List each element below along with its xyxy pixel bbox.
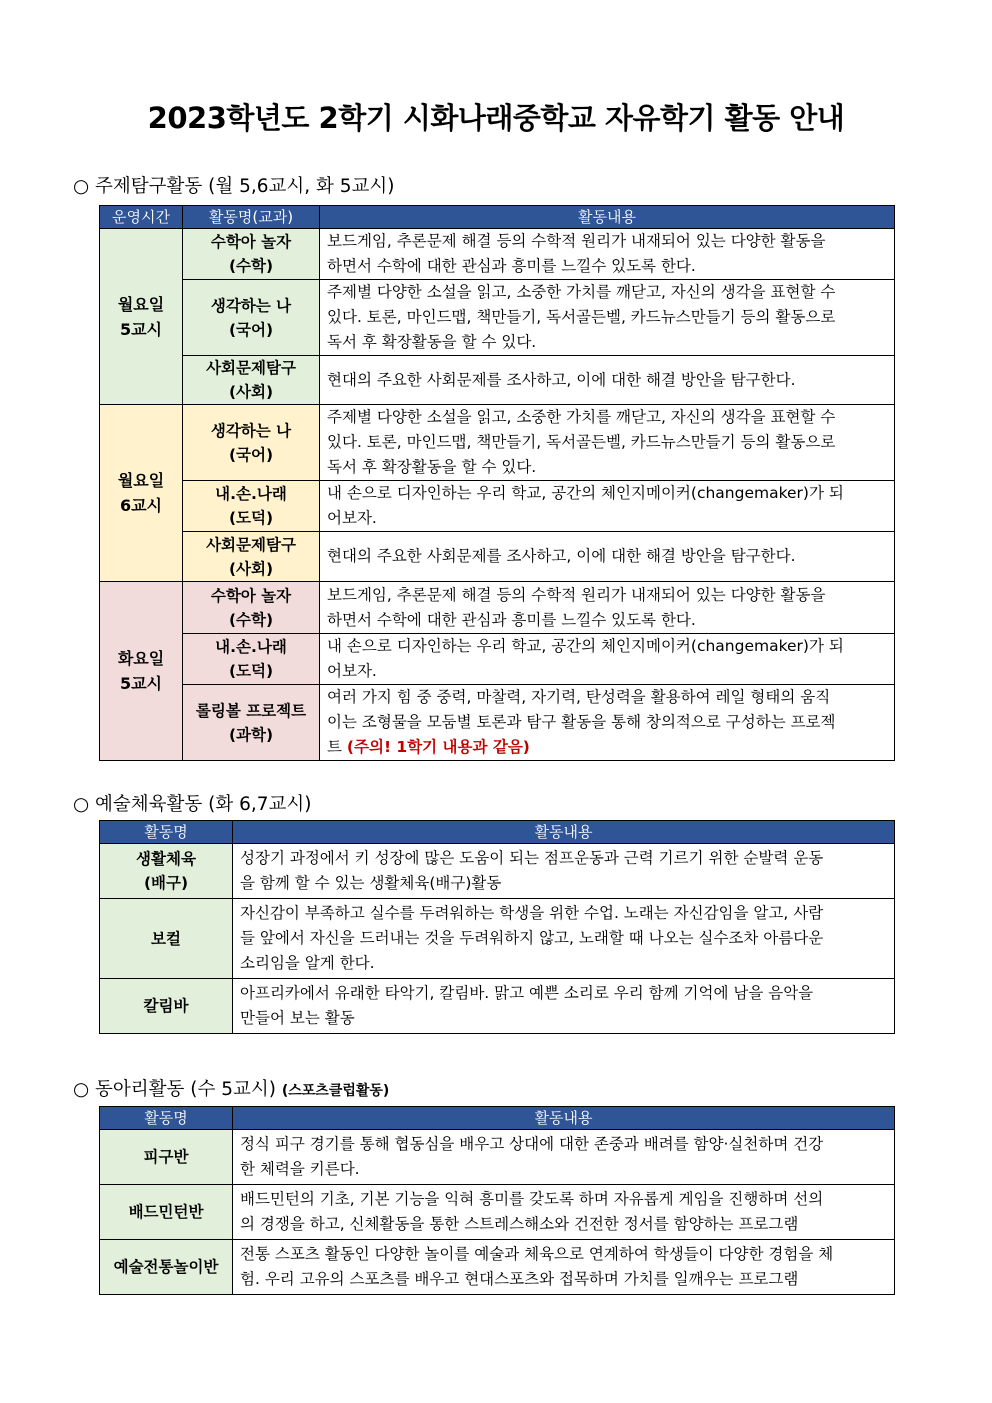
activity-desc-line: 의 경쟁을 하고, 신체활동을 통한 스트레스해소와 건전한 정서를 함양하는 프로그램 — [240, 1215, 799, 1233]
activity-desc-line: 독서 후 확장활동을 할 수 있다. — [327, 333, 537, 351]
table-row — [100, 280, 895, 356]
activity-desc-line: 보드게임, 추론문제 해결 등의 수학적 원리가 내재되어 있는 다양한 활동을 — [327, 585, 826, 604]
table-row — [100, 1130, 895, 1185]
activity-name-line: (사회) — [228, 383, 274, 401]
arts-activity-table — [99, 820, 895, 1034]
table-row — [100, 1185, 895, 1240]
activity-name-line: 사회문제탐구 — [206, 535, 296, 554]
column-header: 활동명 — [100, 1107, 233, 1130]
activity-desc-line: 을 함께 할 수 있는 생활체육(배구)활동 — [240, 874, 502, 892]
activity-name-cell — [183, 229, 320, 280]
schedule-time-cell — [100, 405, 183, 582]
activity-desc-line: 현대의 주요한 사회문제를 조사하고, 이에 대한 해결 방안을 탐구한다. — [327, 547, 796, 565]
activity-desc-cell — [233, 844, 895, 899]
table-row — [100, 532, 895, 582]
club-heading-sub: (스포츠클럽활동) — [281, 1083, 390, 1099]
activity-name-line: 내.손.나래 — [215, 638, 287, 656]
activity-desc-line: 전통 스포츠 활동인 다양한 놀이를 예술과 체육으로 연계하여 학생들이 다양한 경험을 체 — [240, 1245, 834, 1263]
activity-desc-cell — [320, 229, 895, 280]
table-row — [100, 356, 895, 405]
activity-name-line: (도덕) — [228, 509, 274, 527]
activity-desc-line: 만들어 보는 활동 — [240, 1009, 355, 1027]
activity-desc-line: 주제별 다양한 소설을 읽고, 소중한 가치를 깨닫고, 자신의 생각을 표현할 수 — [327, 283, 836, 301]
schedule-time-line: 월요일 — [117, 471, 165, 490]
activity-name-cell — [183, 356, 320, 405]
activity-name-line: 내.손.나래 — [215, 485, 287, 503]
activity-desc-line: 내 손으로 디자인하는 우리 학교, 공간의 체인지메이커(changemaker)가 되 — [327, 637, 844, 655]
activity-desc-line: 배드민턴의 기초, 기본 기능을 익혀 흥미를 갖도록 하며 자유롭게 게임을 진행하며 선의 — [240, 1190, 824, 1208]
table-row — [100, 979, 895, 1034]
activity-desc-cell — [320, 532, 895, 582]
section-heading-topic: ○ 주제탐구활동 (월 5,6교시, 화 5교시) — [73, 176, 395, 197]
activity-desc-line: 아프리카에서 유래한 타악기, 칼림바. 맑고 예쁜 소리로 우리 함께 기억에 남을 음악을 — [240, 984, 814, 1002]
topic-activity-table — [99, 205, 895, 761]
activity-name-line: 배드민턴반 — [128, 1203, 204, 1221]
activity-desc-cell — [233, 1130, 895, 1185]
activity-desc-cell — [320, 405, 895, 481]
activity-desc-line: 험. 우리 고유의 스포츠를 배우고 현대스포츠와 접목하며 가치를 일깨우는 프로그램 — [240, 1270, 799, 1288]
table-row — [100, 229, 895, 280]
schedule-time-line: 월요일 — [117, 294, 165, 314]
section-heading-arts: ○ 예술체육활동 (화 6,7교시) — [73, 794, 312, 815]
activity-name-line: (국어) — [228, 445, 274, 464]
activity-name-cell — [100, 1240, 233, 1295]
activity-name-line: (수학) — [228, 257, 274, 275]
activity-name-cell — [100, 899, 233, 979]
activity-desc-line: 들 앞에서 자신을 드러내는 것을 두려워하지 않고, 노래할 때 나오는 실수조차 아름다운 — [240, 929, 824, 947]
activity-desc-line: 어보자. — [327, 509, 377, 527]
activity-desc-line: 한 체력을 키른다. — [240, 1160, 360, 1178]
activity-desc-line: 이는 조형물을 모둠별 토론과 탐구 활동을 통해 창의적으로 구성하는 프로젝 — [327, 713, 836, 731]
activity-desc-line: 있다. 토론, 마인드맵, 책만들기, 독서골든벨, 카드뉴스만들기 등의 활동으로 — [327, 433, 836, 451]
schedule-time-line: 5교시 — [119, 319, 163, 339]
activity-desc-line: 정식 피구 경기를 통해 협동심을 배우고 상대에 대한 존중과 배려를 함양·실천하며 건강 — [240, 1135, 824, 1153]
activity-desc-line: 독서 후 확장활동을 할 수 있다. — [327, 458, 537, 476]
column-header: 활동내용 — [320, 206, 895, 229]
activity-name-cell — [183, 481, 320, 532]
club-heading-main: ○ 동아리활동 (수 5교시) — [73, 1079, 276, 1100]
activity-name-line: 수학아 놀자 — [210, 233, 292, 251]
activity-desc-line: 주제별 다양한 소설을 읽고, 소중한 가치를 깨닫고, 자신의 생각을 표현할 수 — [327, 408, 836, 426]
activity-desc-line: 성장기 과정에서 키 성장에 많은 도움이 되는 점프운동과 근력 기르기 위한 순발력 운동 — [240, 849, 824, 867]
table-row — [100, 844, 895, 899]
column-header: 활동명(교과) — [183, 206, 320, 229]
column-header: 활동내용 — [233, 821, 895, 844]
activity-desc-cell — [233, 899, 895, 979]
activity-name-line: 생활체육 — [136, 850, 196, 868]
activity-desc-cell — [233, 979, 895, 1034]
activity-desc-cell — [233, 1240, 895, 1295]
activity-name-cell — [183, 405, 320, 481]
activity-name-line: (배구) — [143, 874, 189, 892]
activity-desc-line: 보드게임, 추론문제 해결 등의 수학적 원리가 내재되어 있는 다양한 활동을 — [327, 232, 826, 250]
note-warning: (주의! 1학기 내용과 같음) — [346, 738, 530, 756]
activity-name-cell — [100, 1130, 233, 1185]
activity-name-line: (과학) — [228, 725, 274, 744]
activity-name-line: (수학) — [228, 610, 274, 629]
club-activity-table — [99, 1106, 895, 1295]
activity-desc-cell — [320, 685, 895, 761]
activity-name-line: (국어) — [228, 320, 274, 339]
activity-name-line: 칼림바 — [143, 997, 189, 1015]
activity-desc-cell — [233, 1185, 895, 1240]
document-title: 2023학년도 2학기 시화나래중학교 자유학기 활동 안내 — [147, 101, 845, 135]
activity-name-cell — [100, 1185, 233, 1240]
activity-name-line: 피구반 — [143, 1148, 189, 1166]
activity-name-cell — [183, 280, 320, 356]
activity-desc-line: 내 손으로 디자인하는 우리 학교, 공간의 체인지메이커(changemaker)가 되 — [327, 484, 844, 502]
schedule-time-line: 5교시 — [119, 674, 163, 693]
activity-desc-line: 트 — [327, 738, 342, 756]
activity-desc-line: 소리임을 알게 한다. — [240, 954, 375, 972]
table-row — [100, 899, 895, 979]
activity-name-cell — [100, 979, 233, 1034]
activity-name-line: 생각하는 나 — [210, 296, 292, 315]
column-header: 활동명 — [100, 821, 233, 844]
activity-name-line: 롤링볼 프로젝트 — [195, 701, 307, 720]
activity-name-cell — [100, 844, 233, 899]
activity-desc-line: 있다. 토론, 마인드맵, 책만들기, 독서골든벨, 카드뉴스만들기 등의 활동으로 — [327, 308, 836, 326]
activity-name-line: 예술전통놀이반 — [113, 1258, 219, 1276]
activity-name-cell — [183, 582, 320, 634]
column-header: 운영시간 — [100, 206, 183, 229]
activity-name-cell — [183, 532, 320, 582]
schedule-time-line: 6교시 — [119, 496, 163, 515]
activity-name-line: 사회문제탐구 — [206, 359, 296, 377]
column-header: 활동내용 — [233, 1107, 895, 1130]
activity-desc-line: 여러 가지 힘 중 중력, 마찰력, 자기력, 탄성력을 활용하여 레일 형태의 움직 — [327, 688, 831, 706]
activity-name-line: 보컬 — [151, 929, 181, 948]
activity-name-line: (도덕) — [228, 662, 274, 680]
activity-desc-cell — [320, 582, 895, 634]
table-row — [100, 405, 895, 481]
schedule-time-cell — [100, 229, 183, 405]
schedule-time-line: 화요일 — [117, 649, 165, 668]
activity-desc-cell — [320, 481, 895, 532]
table-row — [100, 1240, 895, 1295]
activity-name-line: (사회) — [228, 559, 274, 578]
activity-name-line: 생각하는 나 — [210, 421, 292, 440]
activity-desc-cell — [320, 280, 895, 356]
activity-name-cell — [183, 634, 320, 685]
table-row — [100, 481, 895, 532]
activity-desc-cell — [320, 634, 895, 685]
table-row — [100, 685, 895, 761]
activity-desc-line: 어보자. — [327, 662, 377, 680]
table-row — [100, 634, 895, 685]
table-row — [100, 582, 895, 634]
section-heading-club — [73, 1075, 389, 1101]
activity-name-cell — [183, 685, 320, 761]
activity-desc-line: 하면서 수학에 대한 관심과 흥미를 느낄수 있도록 한다. — [327, 610, 696, 629]
activity-name-line: 수학아 놀자 — [210, 586, 292, 605]
schedule-time-cell — [100, 582, 183, 761]
activity-desc-line: 현대의 주요한 사회문제를 조사하고, 이에 대한 해결 방안을 탐구한다. — [327, 370, 796, 389]
activity-desc-line: 하면서 수학에 대한 관심과 흥미를 느낄수 있도록 한다. — [327, 257, 696, 275]
activity-desc-line: 자신감이 부족하고 실수를 두려워하는 학생을 위한 수업. 노래는 자신감임을 알고, 사람 — [240, 904, 824, 922]
activity-desc-cell — [320, 356, 895, 405]
